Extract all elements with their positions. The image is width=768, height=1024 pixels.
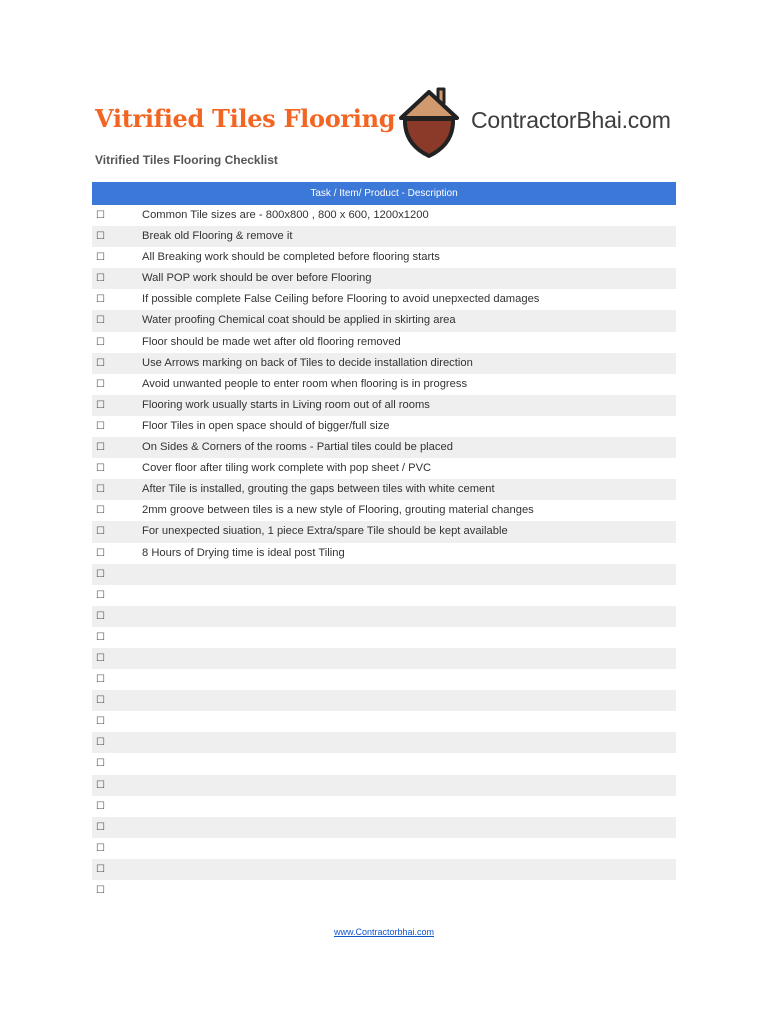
checklist-row [92,500,676,521]
checklist-row [92,838,676,859]
checklist-item-text: 8 Hours of Drying time is ideal post Tiling [142,546,345,559]
checkbox[interactable]: ☐ [96,294,105,306]
checklist-row [92,775,676,796]
checklist-row [92,732,676,753]
checklist-item-text: On Sides & Corners of the rooms - Partial tiles could be placed [142,441,453,454]
checkbox[interactable]: ☐ [96,821,105,833]
checklist-rows [92,205,676,901]
checkbox[interactable]: ☐ [96,716,105,728]
checklist-item-text: 2mm groove between tiles is a new style of Flooring, grouting material changes [142,504,534,517]
checklist-row [92,374,676,395]
checklist-header: Task / Item/ Product - Description [92,182,676,205]
checkbox[interactable]: ☐ [96,420,105,432]
checklist-row [92,753,676,774]
checklist-item-text: Avoid unwanted people to enter room when flooring is in progress [142,377,468,390]
checkbox[interactable]: ☐ [96,463,105,475]
document-subtitle: Vitrified Tiles Flooring Checklist [95,153,278,167]
checklist-item-text: Floor should be made wet after old flooring removed [142,335,401,348]
checkbox[interactable]: ☐ [96,863,105,875]
brand-name: ContractorBhai.com [471,107,671,133]
checkbox[interactable]: ☐ [96,336,105,348]
checklist-row [92,606,676,627]
checklist-row [92,437,676,458]
checklist-row [92,458,676,479]
checkbox[interactable]: ☐ [96,357,105,369]
checklist-row [92,289,676,310]
checklist-row [92,226,676,247]
checkbox[interactable]: ☐ [96,526,105,538]
checklist-row [92,332,676,353]
checkbox[interactable]: ☐ [96,231,105,243]
checklist-item-text: After Tile is installed, grouting the gaps between tiles with white cement [142,483,495,496]
checkbox[interactable]: ☐ [96,610,105,622]
acorn-house-logo-icon [396,86,462,158]
checklist-item-text: Use Arrows marking on back of Tiles to decide installation direction [142,356,473,369]
checklist-row [92,880,676,901]
checklist-item-text: Break old Flooring & remove it [142,230,293,243]
checklist-item-text: For unexpected siuation, 1 piece Extra/spare Tile should be kept available [142,525,508,538]
checkbox[interactable]: ☐ [96,589,105,601]
checkbox[interactable]: ☐ [96,800,105,812]
checklist-row [92,711,676,732]
checkbox[interactable]: ☐ [96,885,105,896]
checklist-row [92,543,676,564]
checklist-row [92,205,676,226]
checkbox[interactable]: ☐ [96,252,105,264]
checklist-item-text: Water proofing Chemical coat should be applied in skirting area [142,314,456,327]
checkbox[interactable]: ☐ [96,315,105,327]
checkbox[interactable]: ☐ [96,631,105,643]
checkbox[interactable]: ☐ [96,779,105,791]
checklist-item-text: Flooring work usually starts in Living room out of all rooms [142,398,430,411]
checklist-row [92,268,676,289]
checkbox[interactable]: ☐ [96,674,105,686]
checklist-item-text: All Breaking work should be completed before flooring starts [142,251,440,264]
checklist-item-text: Wall POP work should be over before Flooring [142,272,372,285]
checkbox[interactable]: ☐ [96,758,105,770]
checklist-table [92,182,676,901]
checkbox[interactable]: ☐ [96,484,105,496]
checklist-row [92,817,676,838]
checklist-row [92,353,676,374]
checkbox[interactable]: ☐ [96,378,105,390]
checkbox[interactable]: ☐ [96,547,105,559]
checkbox[interactable]: ☐ [96,505,105,517]
checklist-row [92,521,676,542]
checkbox[interactable]: ☐ [96,442,105,454]
checklist-item-text: Floor Tiles in open space should of bigger/full size [142,419,390,432]
checklist-row [92,859,676,880]
checkbox[interactable]: ☐ [96,568,105,580]
checkbox[interactable]: ☐ [96,210,105,221]
checklist-row [92,690,676,711]
checklist-item-text: If possible complete False Ceiling before Flooring to avoid unepxected damages [142,293,540,306]
checklist-row [92,564,676,585]
checkbox[interactable]: ☐ [96,842,105,854]
checklist-row [92,585,676,606]
checkbox[interactable]: ☐ [96,273,105,285]
checklist-row [92,247,676,268]
checklist-row [92,796,676,817]
checklist-row [92,479,676,500]
checklist-row [92,648,676,669]
document-title: Vitrified Tiles Flooring [95,104,396,133]
footer-website-link[interactable]: www.Contractorbhai.com [333,927,435,937]
checklist-row [92,310,676,331]
checkbox[interactable]: ☐ [96,737,105,749]
checkbox[interactable]: ☐ [96,652,105,664]
checklist-item-text: Common Tile sizes are - 800x800 , 800 x 600, 1200x1200 [142,209,429,221]
checkbox[interactable]: ☐ [96,695,105,707]
checklist-row [92,627,676,648]
checklist-row [92,669,676,690]
checklist-row [92,416,676,437]
checklist-item-text: Cover floor after tiling work complete with pop sheet / PVC [142,462,432,475]
checklist-row [92,395,676,416]
checkbox[interactable]: ☐ [96,399,105,411]
